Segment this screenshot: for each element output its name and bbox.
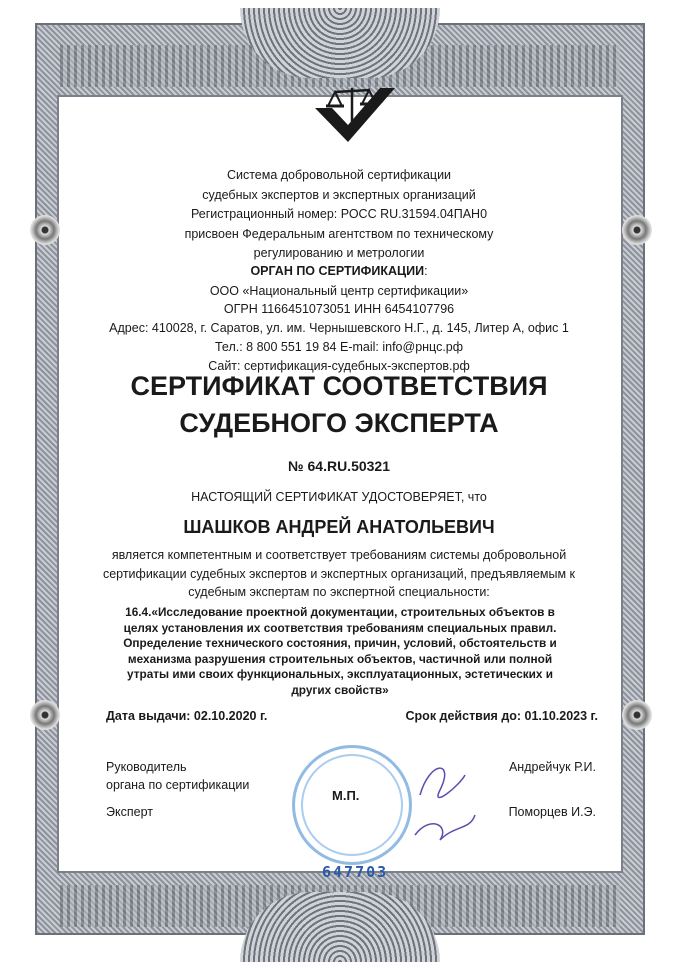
body-info-line: ООО «Национальный центр сертификации» — [209, 283, 469, 298]
issuer-line: Система добровольной сертификации — [226, 168, 452, 182]
certificate-title: СЕРТИФИКАТ СООТВЕТСТВИЯ — [130, 371, 548, 401]
certifies-text: НАСТОЯЩИЙ СЕРТИФИКАТ УДОСТОВЕРЯЕТ, что — [191, 490, 487, 504]
stamp-label: М.П. — [332, 788, 360, 803]
expert-role: Эксперт — [106, 805, 153, 819]
rosette-icon — [30, 700, 60, 730]
statement-line: является компетентным и соответствует требованиям системы добровольной — [111, 548, 567, 562]
serial-number: 647703 — [322, 863, 389, 881]
statement-line: сертификации судебных экспертов и экспертных организаций, предъявляемым к — [102, 566, 576, 581]
heading-label: ОРГАН ПО СЕРТИФИКАЦИИ — [250, 264, 425, 278]
specialty-text: 16.4.«Исследование проектной документации, строительных объектов в целях установления их соответствия требованиям специальных правил. Определение технического состояния, причин, условий, обстоятельств и механизма разрушения строительных объектов, частичной или полной утраты ими своих функциональных, эксплуатационных, эстетических и других свойств» — [123, 605, 557, 697]
expert-name: Поморцев И.Э. — [508, 805, 596, 819]
certification-body-heading — [0, 262, 678, 282]
valid-until: Срок действия до: 01.10.2023 г. — [405, 709, 598, 723]
statement-line: судебным экспертам по экспертной специальности: — [188, 585, 490, 599]
rosette-icon — [622, 700, 652, 730]
body-info-line: Адрес: 410028, г. Саратов, ул. им. Чернышевского Н.Г., д. 145, Литер А, офис 1 — [109, 321, 569, 335]
issuer-line: присвоен Федеральным агентством по техническому — [184, 226, 494, 241]
issue-date: Дата выдачи: 02.10.2020 г. — [106, 709, 268, 723]
head-role: органа по сертификации — [106, 778, 250, 792]
head-name: Андрейчук Р.И. — [508, 760, 596, 774]
issuer-line: регулированию и метрологии — [253, 246, 425, 260]
issuer-line: Регистрационный номер: РОСС RU.31594.04ПАН0 — [190, 207, 488, 221]
heading-colon: : — [424, 264, 428, 278]
scales-checkmark-logo-icon — [310, 80, 400, 150]
body-info-line: ОГРН 1166451073051 ИНН 6454107796 — [223, 302, 455, 316]
body-info-line: Тел.: 8 800 551 19 84 E-mail: info@рнцс.рф — [214, 340, 464, 354]
head-role: Руководитель — [106, 760, 187, 774]
holder-name: ШАШКОВ АНДРЕЙ АНАТОЛЬЕВИЧ — [183, 517, 495, 537]
signature-icon — [410, 755, 480, 845]
certificate-number: № 64.RU.50321 — [288, 458, 390, 474]
certificate-title: СУДЕБНОГО ЭКСПЕРТА — [179, 408, 499, 438]
body-info-line: Сайт: сертификация-судебных-экспертов.рф — [208, 359, 470, 373]
issuer-line: судебных экспертов и экспертных организаций — [202, 187, 476, 202]
official-stamp — [292, 745, 412, 865]
